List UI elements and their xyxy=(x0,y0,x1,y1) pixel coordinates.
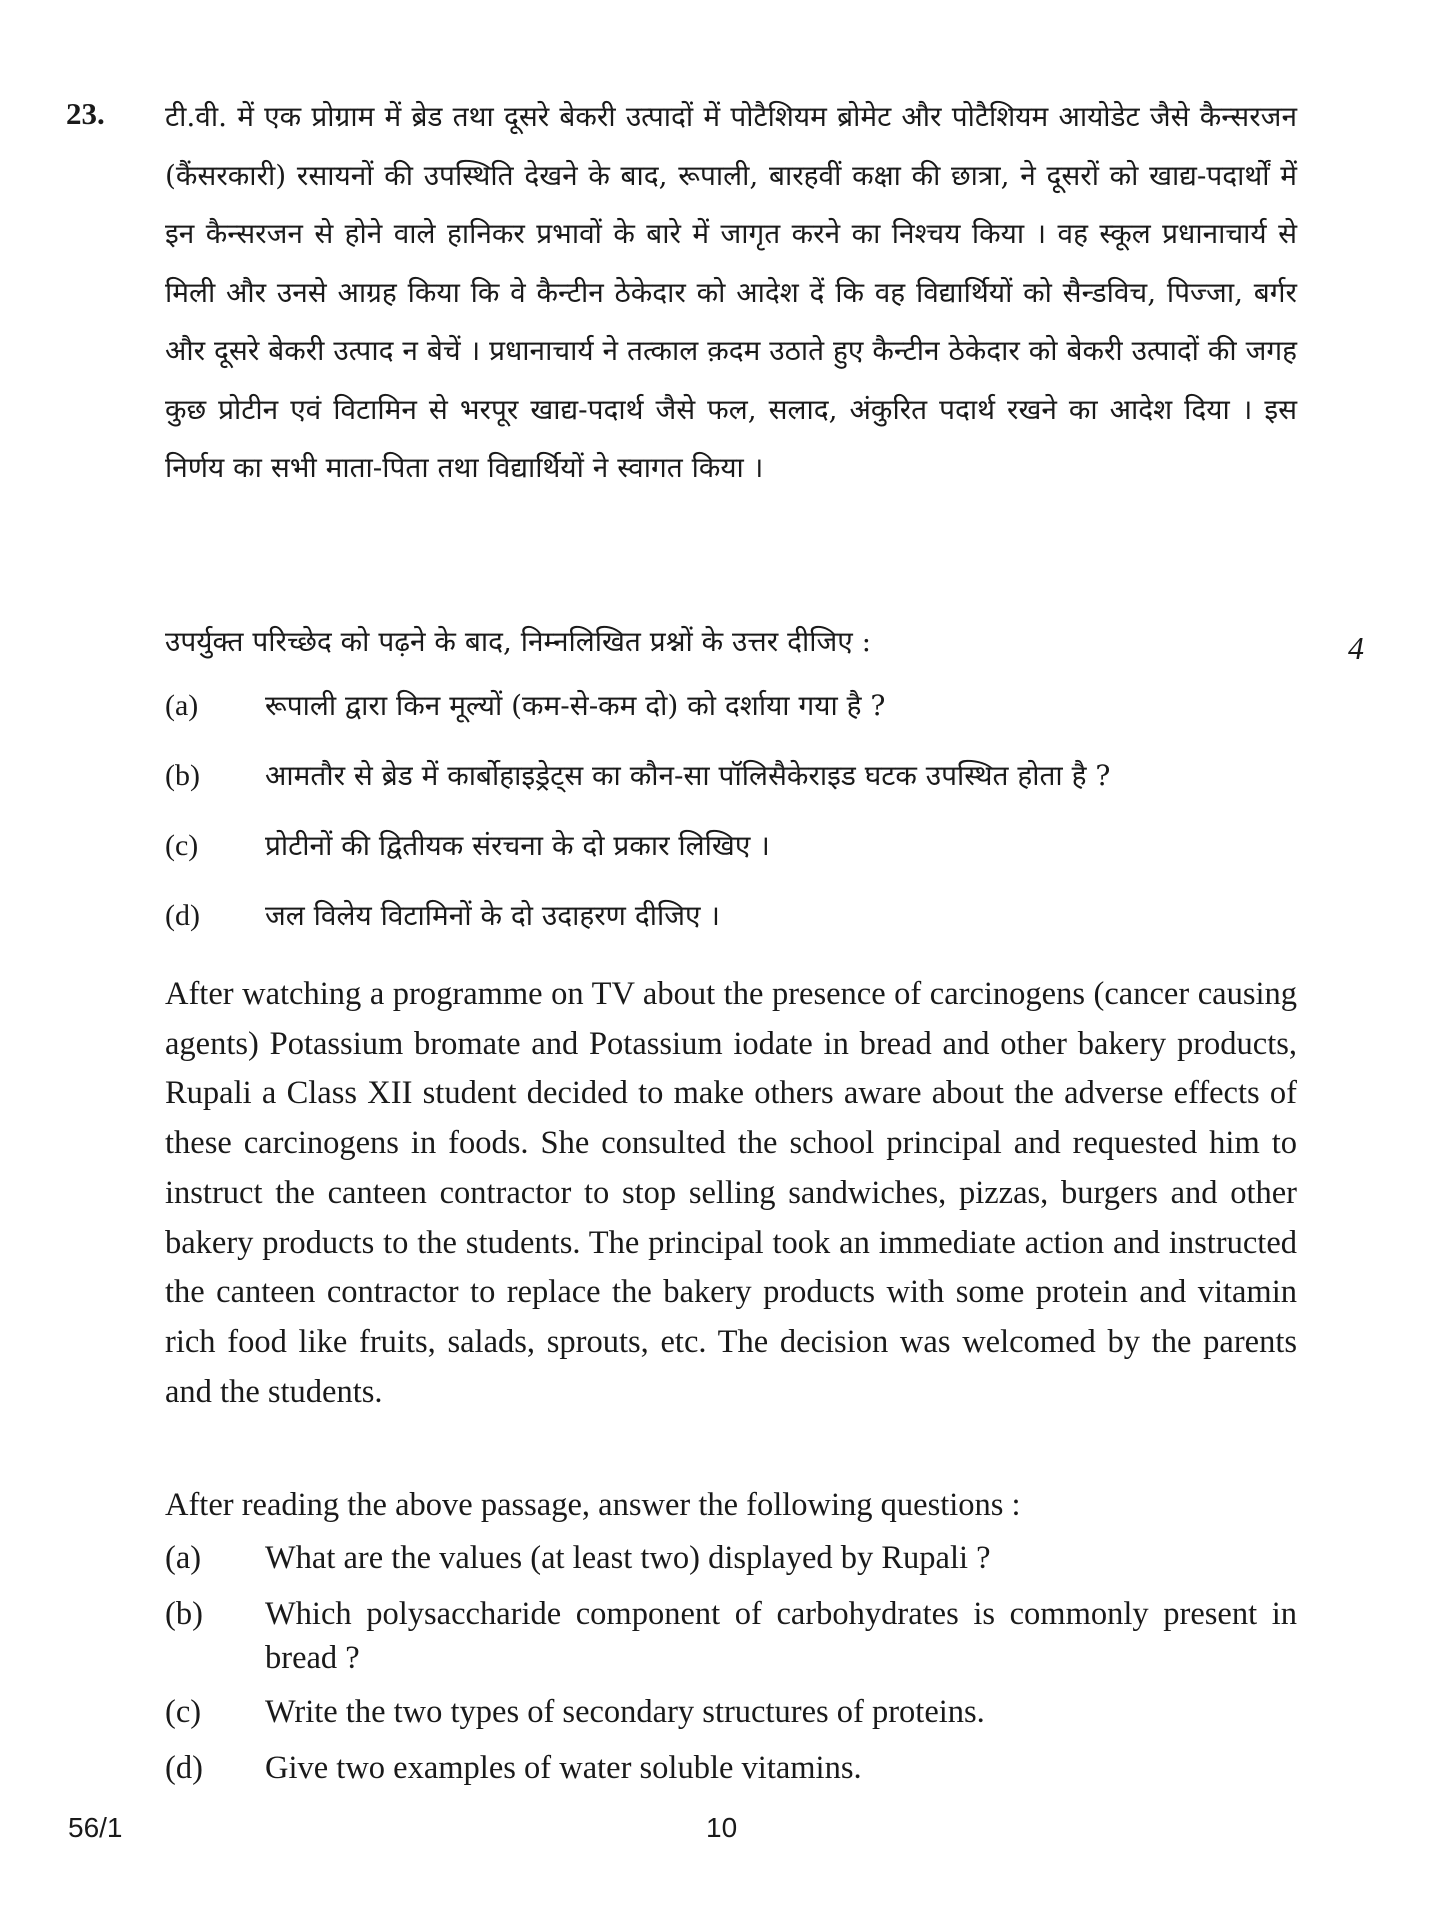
subquestion-text: Which polysaccharide component of carbohydrates is commonly present in bread ? xyxy=(265,1596,1297,1676)
page-number: 10 xyxy=(706,1812,738,1843)
english-subquestion xyxy=(165,1592,1297,1680)
subquestion-label: (d) xyxy=(165,899,200,932)
subquestion-text: प्रोटीनों की द्वितीयक संरचना के दो प्रकार लिखिए । xyxy=(265,829,770,862)
subquestion-label: (b) xyxy=(165,759,200,792)
subquestion-text: Write the two types of secondary structures of proteins. xyxy=(265,1694,985,1730)
subquestion-text: आमतौर से ब्रेड में कार्बोहाइड्रेट्स का कौन-सा पॉलिसैकेराइड घटक उपस्थित होता है ? xyxy=(265,759,1111,792)
subquestion-label: (c) xyxy=(165,1694,202,1730)
english-subquestion xyxy=(165,1746,1297,1790)
subquestion-text: Give two examples of water soluble vitamins. xyxy=(265,1750,862,1786)
subquestion-label: (a) xyxy=(165,1540,202,1576)
subquestion-label: (d) xyxy=(165,1750,203,1786)
paper-code: 56/1 xyxy=(68,1812,123,1843)
hindi-subquestion xyxy=(165,686,885,726)
hindi-subquestion xyxy=(165,756,1110,796)
hindi-passage: टी.वी. में एक प्रोग्राम में ब्रेड तथा दूसरे बेकरी उत्पादों में पोटैशियम ब्रोमेट और पोटैशियम आयोडेट जैसे कैन्सरजन (कैंसरकारी) रसायनों की उपस्थिति देखने के बाद, रूपाली, बारहवीं कक्षा की छात्रा, ने दूसरों को खाद्य-पदार्थों में इन कैन्सरजन से होने वाले हानिकर प्रभावों के बारे में जागृत करने का निश्चय किया । वह स्कूल प्रधानाचार्य से मिली और उनसे आग्रह किया कि वे कैन्टीन ठेकेदार को आदेश दें कि वह विद्यार्थियों को सैन्डविच, पिज्जा, बर्गर और दूसरे बेकरी उत्पाद न बेचें । प्रधानाचार्य ने तत्काल क़दम उठाते हुए कैन्टीन ठेकेदार को बेकरी उत्पादों की जगह कुछ प्रोटीन एवं विटामिन से भरपूर खाद्य-पदार्थ जैसे फल, सलाद, अंकुरित पदार्थ रखने का आदेश दिया । इस निर्णय का सभी माता-पिता तथा विद्यार्थियों ने स्वागत किया । xyxy=(165,100,1297,484)
subquestion-label: (a) xyxy=(165,689,199,722)
subquestion-text: What are the values (at least two) displayed by Rupali ? xyxy=(265,1540,991,1576)
hindi-subquestion xyxy=(165,896,720,936)
question-number: 23. xyxy=(66,96,105,131)
english-passage: After watching a programme on TV about the presence of carcinogens (cancer causing agents) Potassium bromate and Potassium iodate in bread and other bakery products, Rupali a Class XII student decided to make others aware about the adverse effects of these carcinogens in foods. She consulted the school principal and requested him to instruct the canteen contractor to stop selling sandwiches, pizzas, burgers and other bakery products to the students. The principal took an immediate action and instructed the canteen contractor to replace the bakery products with some protein and vitamin rich food like fruits, salads, sprouts, etc. The decision was welcomed by the parents and the students. xyxy=(165,976,1297,1410)
hindi-instructions: उपर्युक्त परिच्छेद को पढ़ने के बाद, निम्नलिखित प्रश्नों के उत्तर दीजिए : xyxy=(165,625,872,658)
subquestion-text: जल विलेय विटामिनों के दो उदाहरण दीजिए । xyxy=(265,899,720,932)
english-subquestion xyxy=(165,1690,1297,1734)
english-instructions: After reading the above passage, answer the following questions : xyxy=(165,1487,1021,1523)
subquestion-label: (b) xyxy=(165,1596,203,1632)
english-subquestion xyxy=(165,1536,1297,1580)
question-marks: 4 xyxy=(1348,630,1364,666)
subquestion-text: रूपाली द्वारा किन मूल्यों (कम-से-कम दो) को दर्शाया गया है ? xyxy=(265,689,886,722)
hindi-subquestion xyxy=(165,826,770,866)
subquestion-label: (c) xyxy=(165,829,199,862)
